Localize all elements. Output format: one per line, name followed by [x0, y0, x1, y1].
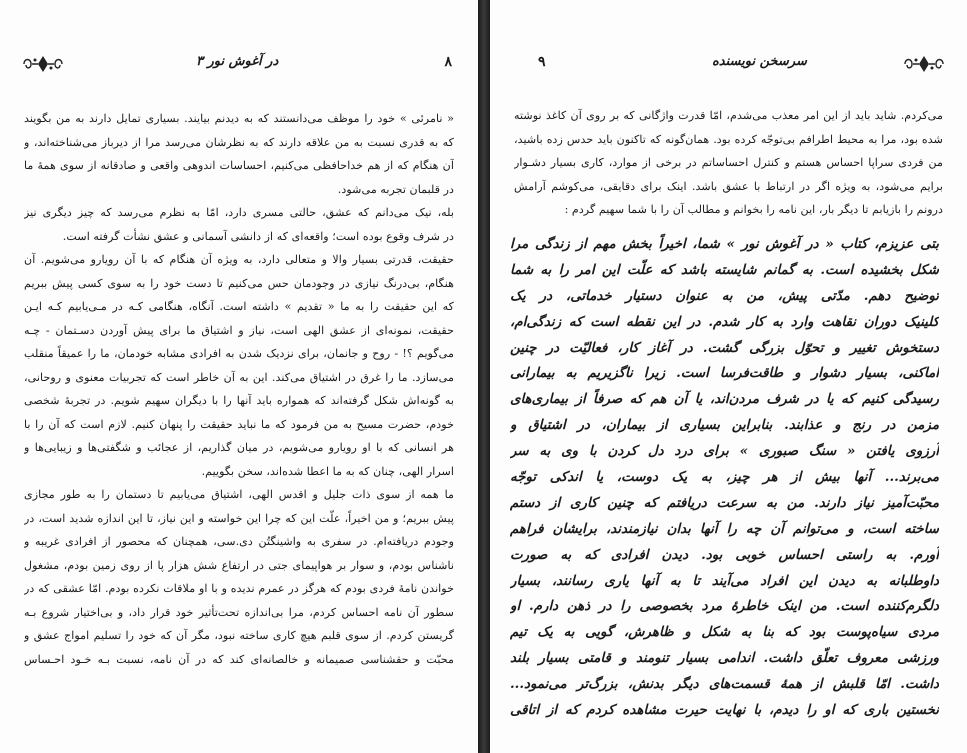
page-header-title: سرسخن نویسنده [712, 54, 807, 69]
letter-line: نخستین باری که او را دیدم، با نهایت حیرت مشاهده کردم که از اتاقی [510, 702, 939, 719]
text-line: که این حقیقت را به ما « تقدیم » داشته است. آنگاه، هنگامی کـه در مـی‌یابیم کـه ایـن [24, 300, 454, 313]
text-line: پیش ببریم؛ و من اخیراً، علّت این که چرا این خواسته و این نیاز، تا این اندازه شدید است، در [24, 511, 454, 525]
left-page-text [24, 107, 454, 671]
letter-line: مردی سیاه‌پوست بود که بنا به شکل و ظاهرش، گویی به یک تیم [510, 624, 939, 641]
text-line: به گونه‌اش شکل گرفته‌اند که همواره باید آنها را با دیگران سهیم شویم. در تجربهٔ شخصی [24, 394, 454, 407]
letter-line: مزمن در رنج و عذابند. بنابراین بسیاری از بیماران، در اشتیاق و [510, 417, 939, 434]
text-line: هنگام، بی‌درنگ نیازی در وجودمان حس می‌کنیم تا دست خود را به سوی کسی پیش ببریم [24, 276, 454, 290]
text-line: می‌گویم ؟! - روح و جانمان، برای نزدیک شدن به افرادی مشابه خودمان، ما را عمیقاً منقلب [24, 347, 454, 360]
text-line: خواندن نامهٔ فردی بودم که هرگز در عمرم ندیده و با او ملاقات نکرده بودم. امّا عشقی که در [24, 582, 454, 595]
text-line: وجودم دریافته‌ام. در سفری به واشینگتُن دی.سی، همچنان که محصور از افرادی غریبه و [24, 535, 454, 548]
text-line: آن هنگام که از هم خداحافظی می‌کنیم، احساسات اندوهی واقعی و صادقانه از سوی همهٔ ما [24, 159, 454, 172]
right-page-header [510, 54, 947, 78]
right-book-page [490, 0, 967, 753]
ornament-icon [20, 54, 66, 74]
letter-line: داشت. امّا قلبش از همهٔ قسمت‌های دیگر بدنش، بزرگ‌تر می‌نمود... [510, 676, 939, 693]
letter-line: کلینیک دوران نقاهت وارد به کار شدم. در این نقطه است که زندگی‌ام، [510, 313, 939, 330]
text-line: گریستن کردم. از سوی قلبم هیچ کاری ساخته نبود، مگر آن که خود را تسلیم امواج عشق و [24, 629, 454, 642]
text-line: حقیقت، نمونه‌ای از عشق الهی است، نیاز و اشتیاق ما برای پیش آوردن دسـتمان - چـه [24, 323, 454, 337]
text-line: می‌سازد. ما را غرق در اشتیاق می‌کند. این به آن خاطر است که تجربیات معنوی و روحانی، [24, 370, 454, 384]
text-line: « نامرئی » خود را موظف می‌دانستند که به دیدنم بیایند. بسیاری تمایل دارند به من بگویند [24, 112, 454, 125]
page-header-title: در آغوش نور ۳ [196, 54, 279, 69]
left-page-header [20, 54, 458, 78]
letter-line: بتی عزیزم، کتاب « در آغوش نور » شما، اخیراً بخش مهم از زندگی مرا [510, 236, 939, 252]
letter-line: آرزوی یافتن « سنگ صبوری » برای درد دل کردن با وی به سر [510, 443, 939, 460]
letter-line: ساخته است، و می‌توانم آن چه را آنها بدان نیازمندند، برایشان فراهم [510, 520, 939, 537]
text-line: در قلبمان تجربه می‌شود. [337, 182, 454, 196]
right-page-intro [514, 104, 943, 222]
text-line: من فردی سراپا احساس هستم و کنترل احساساتم در برخی از موارد، کاری بسیار دشـوار [514, 156, 943, 169]
letter-line: رسیدگی کنیم که یا در شرف مردن‌اند، یا آن هم که صرفاً از بیماری‌های [510, 391, 939, 408]
text-line: ناشناس بودم، و سوار بر هواپیمای جتی در ارتفاع شش هزار پا از روی زمین بودم، مشغول [24, 558, 454, 572]
text-line: هر انسانی که با او رویارو می‌شویم، در میان گذاریم، از عجائب و شگفتی‌ها و زیبایی‌ها و [24, 441, 454, 454]
text-line: حقیقت، قدرتی بسیار والا و متعالی دارد، به ویژه آن هنگام که با آن رویارو می‌شویم. آن [24, 253, 454, 266]
letter-line: آورم. به راستی احساس خوبی بود. دیدن افرادی که به صورت [510, 546, 939, 563]
letter-line: می‌برند... آنها بیش از هر چیز، به یک دوست، یا اندکی توجّه [510, 469, 939, 486]
letter-line: شکل بخشیده است. به گمانم شایسته باشد که علّت این امر را به شما [510, 261, 939, 278]
letter-line: داوطلبانه به دیدن این افراد می‌آیند تا به آنها یاری رسانند، بسیار [510, 572, 939, 589]
text-line: که به قدری نسبت به من علاقه دارند که به نظرشان می‌رسد مرا از دیرباز می‌شناخته‌اند، و [24, 135, 454, 149]
letter-line: ورزشی معروف تعلّق داشت. اندامی بسیار تنومند و قامتی بسیار بلند [510, 650, 939, 667]
text-line: اسرار الهی، چنان که به ما اعطا شده‌اند، سخن بگوییم. [201, 464, 454, 478]
text-line: برایم می‌شود، به ویژه اگر در ارتباط با عشق باشد. اینک برای دقایقی، می‌کوشم آرامش [514, 179, 943, 193]
letter-line: دلگرم‌کننده است. من اینک خاطرهٔ مرد بخصوصی را در ذهن دارم. او [510, 598, 939, 615]
text-line: درونم را بازیابم تا دیگر بار، این نامه را بخوانم و مطالب آن را با شما سهیم گردم : [564, 203, 943, 216]
text-line: بله، نیک می‌دانم که عشق، حالتی مسری دارد، امّا به نظرم می‌رسد که چیز دیگری نیز [24, 206, 454, 219]
letter-line: توضیح دهم. مدّتی پیش، من به عنوان دستیار خدماتی، در یک [510, 287, 939, 304]
book-spine [478, 0, 490, 753]
text-line: خودم، حضرت مسیح به من فرمود که ما نباید حقیقت را پنهان کنیم. لازم است که آن را با [24, 417, 454, 431]
text-line: سطور آن نامه احساس کردم، مرا بی‌اندازه تحت‌تأثیر خود قرار داد، و بی‌اختیار شروع بـه [24, 605, 454, 619]
text-line: می‌کردم. شاید باید از این امر معذب می‌شدم، امّا قدرت واژگانی که بر روی آن کاغذ نوشته [514, 109, 943, 122]
page-number: ۹ [538, 54, 546, 70]
page-number: ۸ [444, 54, 452, 70]
quoted-letter [510, 232, 939, 724]
left-book-page [0, 0, 478, 753]
text-line: ما همه از سوی ذات جلیل و اقدس الهی، اشتیاق می‌یابیم تا دستمان را به طور مجازی [24, 488, 454, 501]
letter-line: دستخوش تغییر و تحوّل بزرگی گشت. در آغاز کار، فعالیّت در چنین [510, 339, 939, 356]
text-line: در شرف وقوع بوده است؛ واقعه‌ای که از دانشی آسمانی و عشق نشأت گرفته است. [62, 229, 454, 243]
text-line: شده بود، مرا به محیط اطرافم بی‌توجّه کرده بود. همان‌گونه که تاکنون باید حدس زده باشید، [514, 132, 943, 146]
text-line: محبّت و حقشناسی صمیمانه و خالصانه‌ای کند که در آن نامه، نسبت بـه خـود احـساس [24, 652, 454, 666]
letter-line: اماکنی، بسیار دشوار و طاقت‌فرسا است. زیرا ناگزیریم به بیمارانی [510, 365, 939, 382]
letter-line: محبّت‌آمیز نیاز دارند. من به سرعت دریافتم که چنین کاری از دستم [510, 494, 939, 511]
ornament-icon [901, 54, 947, 74]
